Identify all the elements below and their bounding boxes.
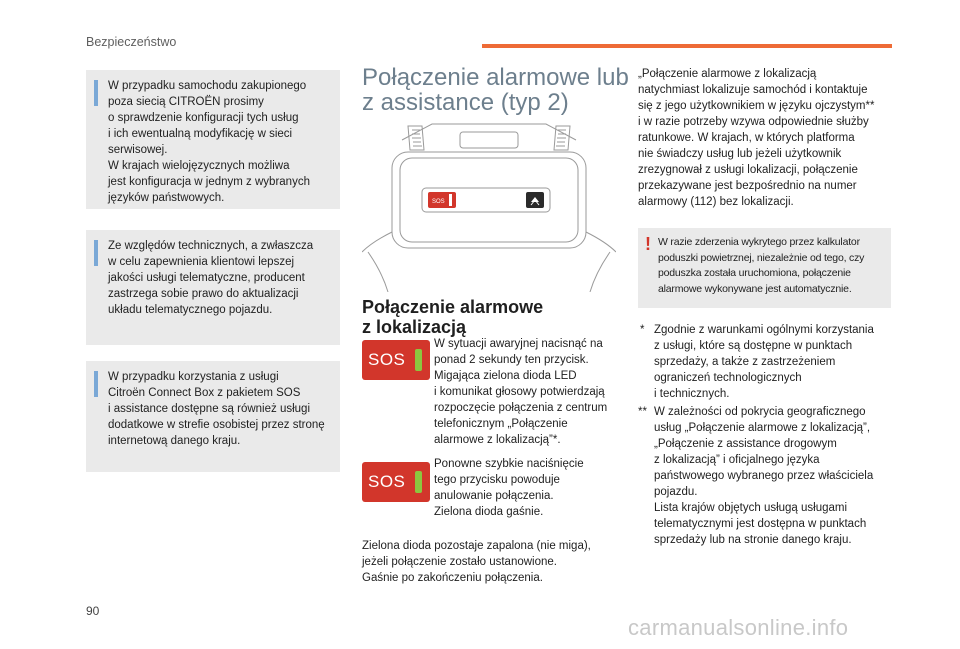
svg-text:SOS: SOS	[432, 199, 445, 205]
main-heading: Połączenie alarmowe lub z assistance (typ 2)	[362, 64, 629, 116]
step1-text: W sytuacji awaryjnej nacisnąć na ponad 2 sekundy ten przycisk. Migająca zielona dioda LED i komunikat głosowy potwierdzają rozpoczęcie połączenia z centrum telefonicznym „Połączenie alarmowe z lokalizacją”*.	[434, 338, 608, 446]
warning-text: W razie zderzenia wykrytego przez kalkulator poduszki powietrznej, niezależnie od tego, czy poduszka została uruchomiona, połączenie alarmowe wykonywane jest automatycznie.	[658, 236, 865, 295]
warning-note	[638, 228, 891, 308]
sos-label: SOS	[368, 472, 406, 491]
sos-button-illustration	[362, 340, 430, 380]
warning-icon: !	[645, 234, 651, 254]
info-note-2	[86, 230, 340, 345]
info-note-1	[86, 70, 340, 209]
sos-label: SOS	[368, 350, 406, 369]
info-note-3	[86, 361, 340, 472]
green-led-icon	[415, 349, 422, 371]
sos-button-illustration	[362, 462, 430, 502]
footnote-mark: **	[638, 406, 647, 418]
ceiling-console-illustration	[362, 122, 616, 292]
watermark: carmanualsonline.info	[628, 615, 849, 640]
sub-heading: Połączenie alarmowe z lokalizacją	[362, 297, 544, 337]
footnote-2: W zależności od pokrycia geograficznego usług „Połączenie alarmowe z lokalizacją”, „Połączenie z assistance drogowym z lokalizacją” i oficjalnego języka państwowego wybranego przez właściciela pojazdu. Lista krajów objętych usługą usługami telematycznymi jest dostępna w punktach sprzedaży lub na stronie danego kraju.	[654, 406, 874, 546]
info-icon	[94, 371, 98, 397]
green-led-icon	[415, 471, 422, 493]
closing-text: Zielona dioda pozostaje zapalona (nie miga), jeżeli połączenie zostało ustanowione. Gaśnie po zakończeniu połączenia.	[362, 540, 591, 584]
step2-text: Ponowne szybkie naciśnięcie tego przycisku powoduje anulowanie połączenia. Zielona dioda gaśnie.	[434, 458, 584, 518]
info-note-text: W przypadku samochodu zakupionego poza siecią CITROËN prosimy o sprawdzenie konfiguracji tych usług i ich ewentualną modyfikację w sieci serwisowej. W krajach wielojęzycznych możliwa jest konfiguracja w jednym z wybranych języków państwowych.	[108, 80, 310, 204]
page-number: 90	[86, 604, 100, 618]
section-title: Bezpieczeństwo	[86, 35, 177, 49]
info-note-text: Ze względów technicznych, a zwłaszcza w celu zapewnienia klientowi lepszej jakości usługi telematyczne, producent zastrzega sobie prawo do aktualizacji układu telematycznego pojazdu.	[108, 240, 314, 316]
footnote-mark: *	[640, 324, 645, 336]
header-accent-rule	[482, 44, 892, 48]
info-icon	[94, 80, 98, 106]
info-icon	[94, 240, 98, 266]
info-note-text: W przypadku korzystania z usługi Citroën Connect Box z pakietem SOS i assistance dostępne są również usługi dodatkowe w strefie osobistej przez stronę internetową danego kraju.	[108, 371, 325, 447]
footnote-1: Zgodnie z warunkami ogólnymi korzystania z usługi, które są dostępne w punktach sprzedaży, a także z zastrzeżeniem ograniczeń technologicznych i technicznych.	[654, 324, 874, 400]
emergency-call-description: „Połączenie alarmowe z lokalizacją natychmiast lokalizuje samochód i kontaktuje się z jego użytkownikiem w języku ojczystym** i w razie potrzeby wzywa odpowiednie służby ratunkowe. W krajach, w których platforma nie świadczy usług lub jeżeli użytkownik zrezygnował z usługi lokalizacji, połączenie przekazywane jest bezpośrednio na numer alarmowy (112) bez lokalizacji.	[638, 68, 875, 208]
